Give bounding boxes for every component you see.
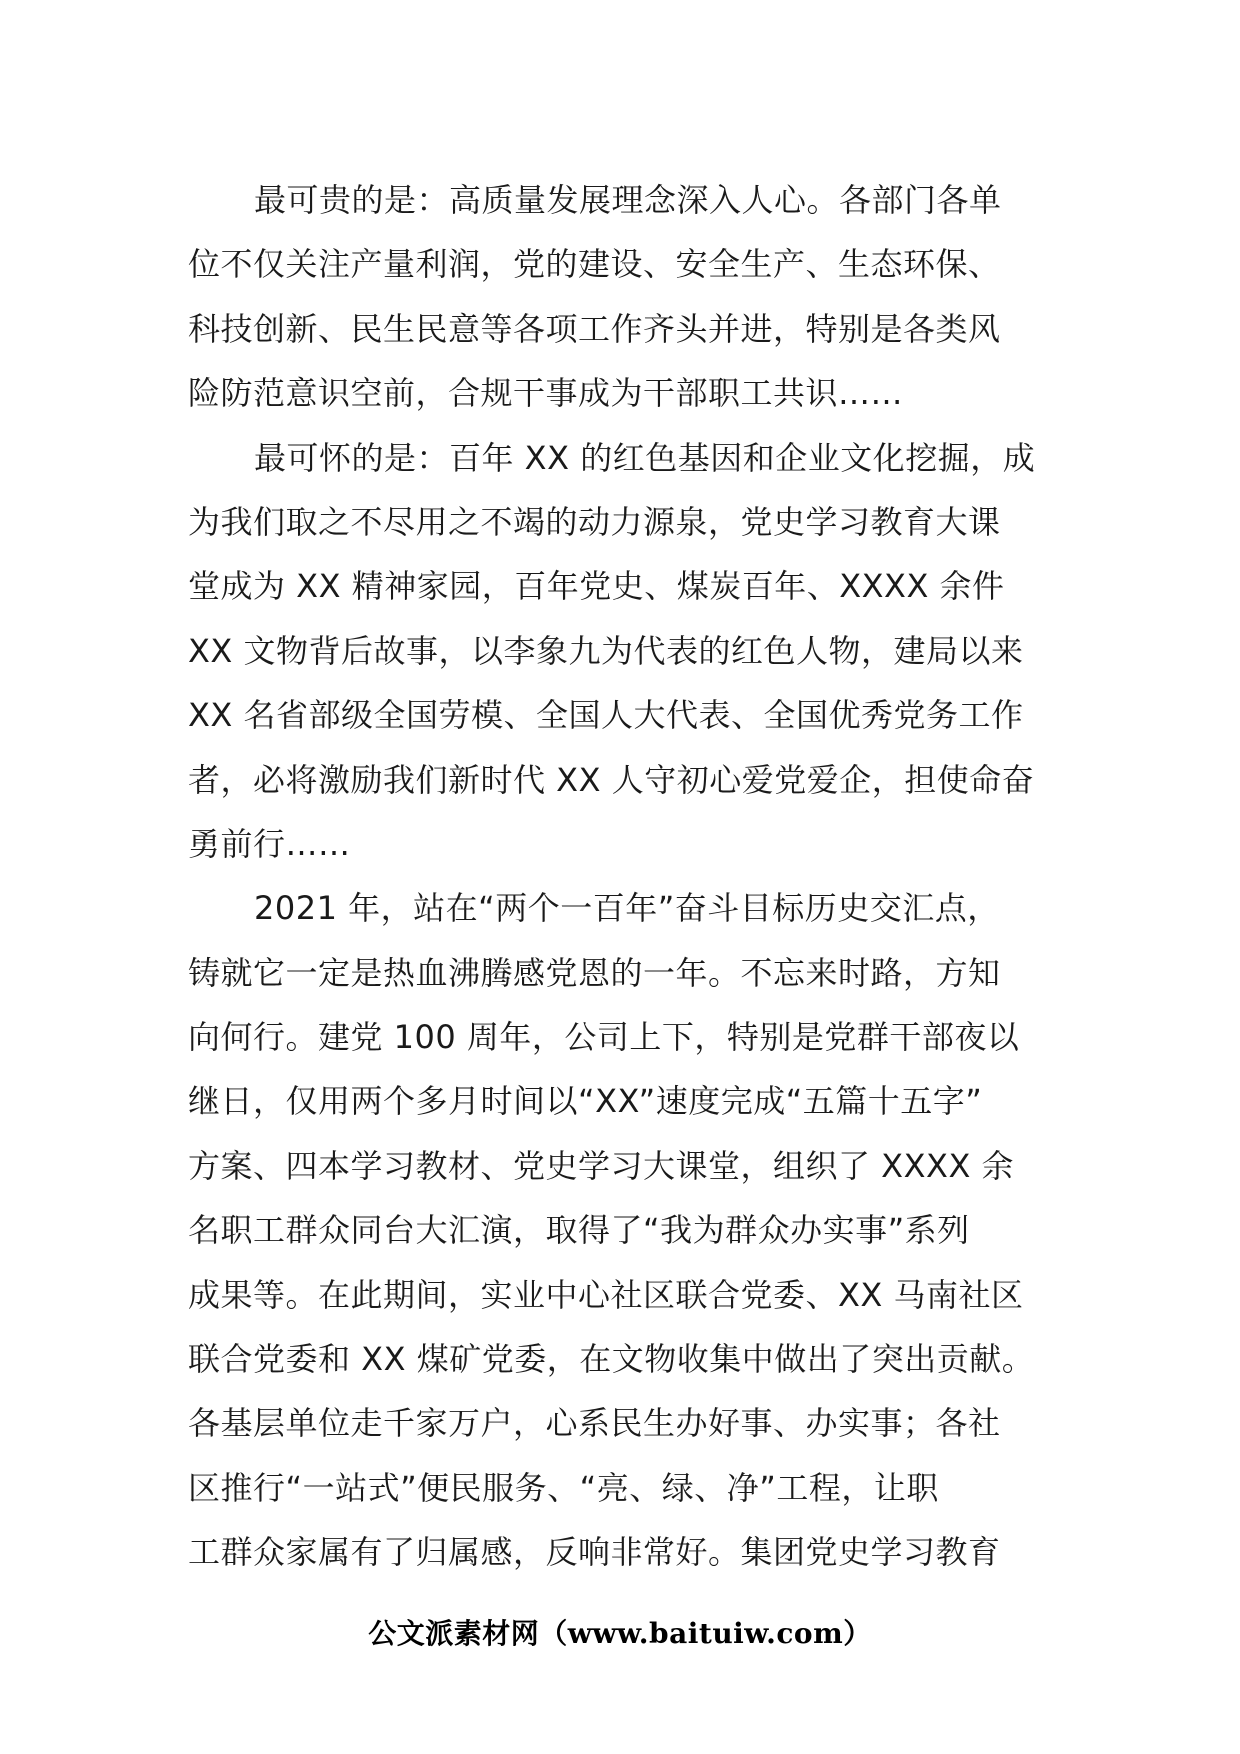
paragraph-2-line-1: 最可怀的是：百年 XX 的红色基因和企业文化挖掘，成: [254, 438, 1036, 477]
paragraph-2-line-4: XX 文物背后故事，以李象九为代表的红色人物，建局以来: [188, 631, 1024, 670]
paragraph-1-line-2: 位不仅关注产量利润，党的建设、安全生产、生态环保、: [188, 245, 1001, 284]
paragraph-3-line-4: 继日，仅用两个多月时间以“XX”速度完成“五篇十五字”: [188, 1082, 983, 1121]
paragraph-3-line-7: 成果等。在此期间，实业中心社区联合党委、XX 马南社区: [188, 1275, 1024, 1314]
paragraph-2-line-7: 勇前行……: [188, 824, 351, 863]
paragraph-3-line-10: 区推行“一站式”便民服务、“亮、绿、净”工程，让职: [188, 1468, 939, 1507]
paragraph-1-line-4: 险防范意识空前，合规干事成为干部职工共识……: [188, 374, 904, 413]
paragraph-2-line-3: 堂成为 XX 精神家园，百年党史、煤炭百年、XXXX 余件: [188, 567, 1005, 606]
paragraph-3-line-1: 2021 年，站在“两个一百年”奋斗目标历史交汇点，: [254, 889, 1000, 928]
paragraph-3-line-3: 向何行。建党 100 周年，公司上下，特别是党群干部夜以: [188, 1018, 1020, 1057]
paragraph-3-line-8: 联合党委和 XX 煤矿党委，在文物收集中做出了突出贡献。: [188, 1340, 1035, 1379]
paragraph-1-line-1: 最可贵的是：高质量发展理念深入人心。各部门各单: [254, 181, 1002, 219]
paragraph-3-line-9: 各基层单位走千家万户，心系民生办好事、办实事；各社: [188, 1404, 1001, 1443]
paragraph-2-line-6: 者，必将激励我们新时代 XX 人守初心爱党爱企，担使命奋: [188, 760, 1035, 799]
paragraph-3-line-11: 工群众家属有了归属感，反响非常好。集团党史学习教育: [188, 1533, 1001, 1572]
footer-watermark-text: 公文派素材网（www.baituiw.com）: [368, 1617, 872, 1650]
paragraph-3-line-5: 方案、四本学习教材、党史学习大课堂，组织了 XXXX 余: [188, 1146, 1015, 1185]
document-body: [188, 168, 1060, 1585]
paragraph-1-line-3: 科技创新、民生民意等各项工作齐头并进，特别是各类风: [188, 309, 1001, 348]
paragraph-2-line-2: 为我们取之不尽用之不竭的动力源泉，党史学习教育大课: [188, 502, 1001, 541]
paragraph-3-line-6: 名职工群众同台大汇演，取得了“我为群众办实事”系列: [188, 1211, 970, 1250]
paragraph-2-line-5: XX 名省部级全国劳模、全国人大代表、全国优秀党务工作: [188, 696, 1024, 735]
paragraph-3-line-2: 铸就它一定是热血沸腾感党恩的一年。不忘来时路，方知: [188, 953, 1001, 992]
